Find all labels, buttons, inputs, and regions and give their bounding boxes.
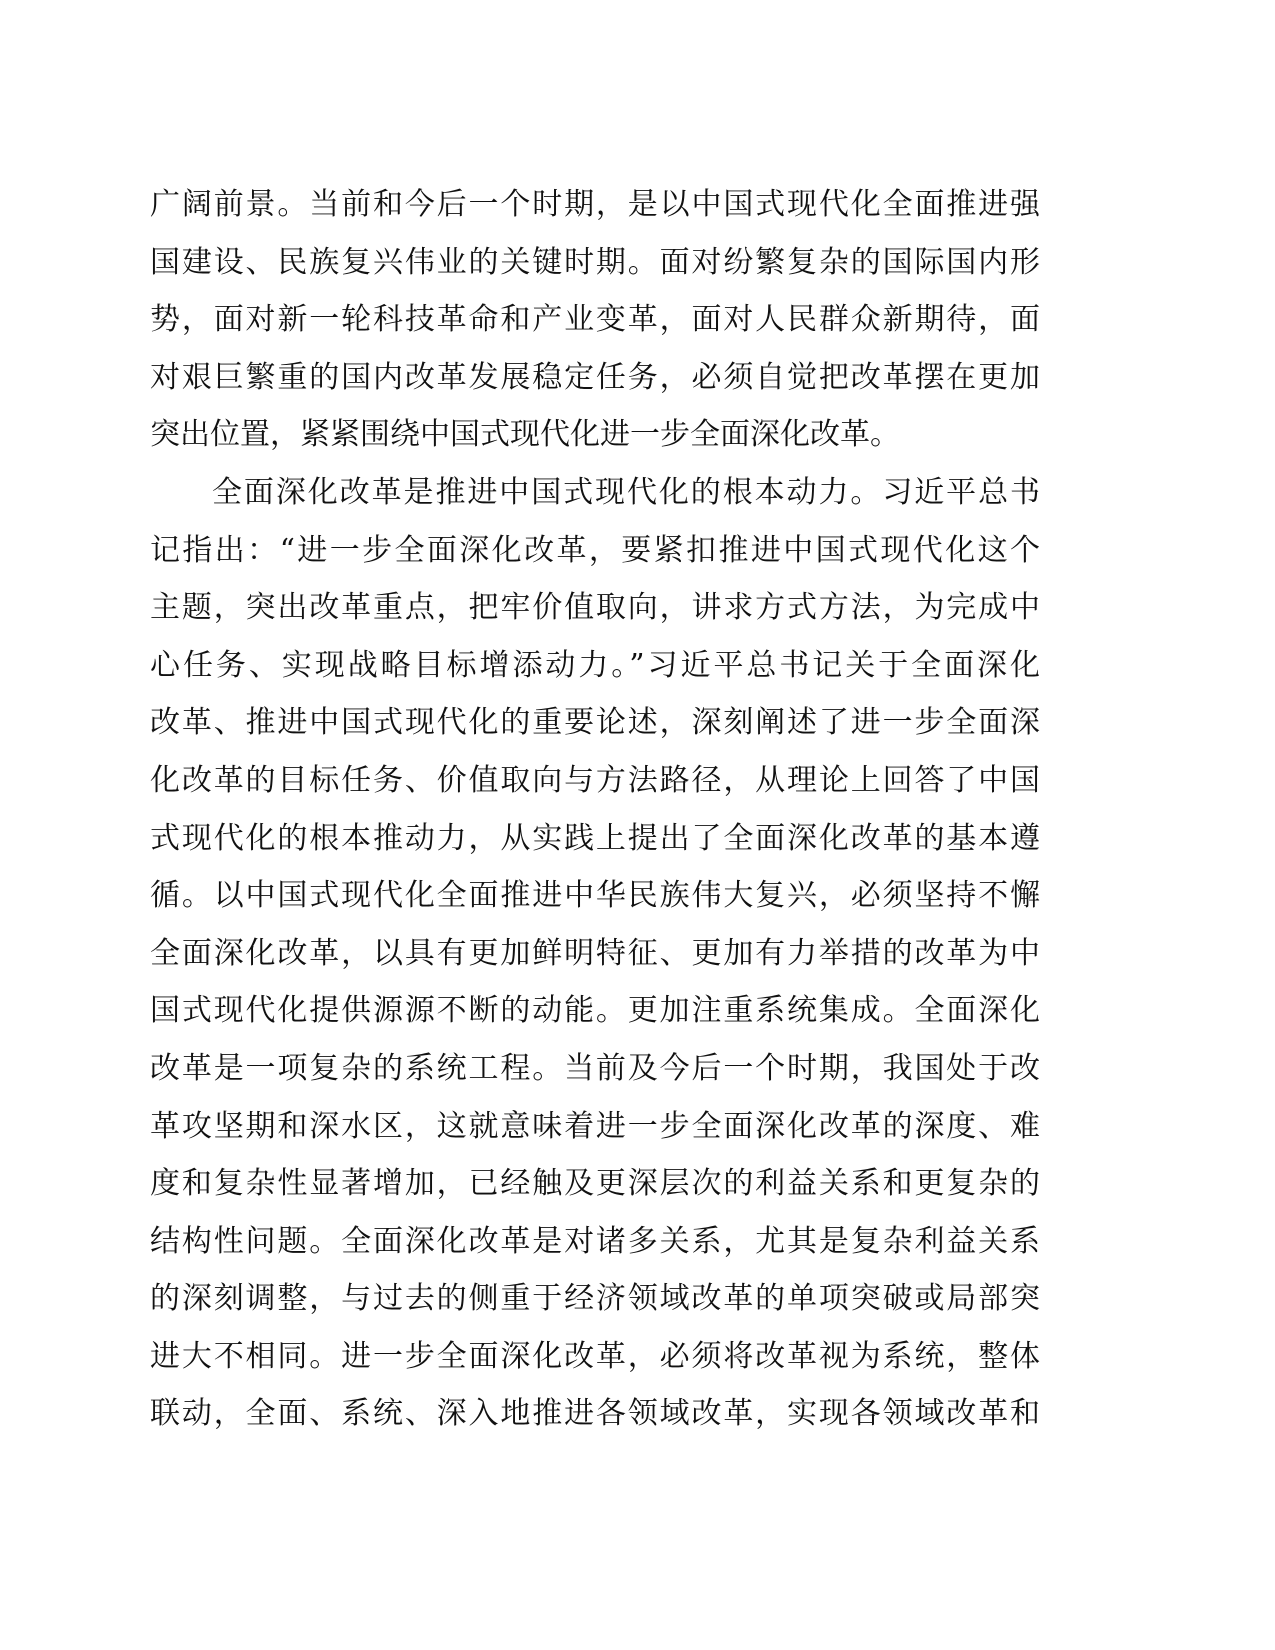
- text-line: 国建设、民族复兴伟业的关键时期。面对纷繁复杂的国际国内形: [150, 244, 1040, 280]
- text-line: 革攻坚期和深水区，这就意味着进一步全面深化改革的深度、难: [150, 1108, 1040, 1144]
- text-line: 对艰巨繁重的国内改革发展稳定任务，必须自觉把改革摆在更加: [150, 359, 1040, 395]
- text-line: 突出位置，紧紧围绕中国式现代化进一步全面深化改革。: [150, 417, 900, 453]
- text-line: 改革、推进中国式现代化的重要论述，深刻阐述了进一步全面深: [150, 705, 1040, 741]
- paragraph-2: [150, 464, 1040, 1443]
- body-text: [150, 176, 1040, 1443]
- text-line: 记指出：“进一步全面深化改革，要紧扣推进中国式现代化这个: [150, 532, 1040, 568]
- text-line: 主题，突出改革重点，把牢价值取向，讲求方式方法，为完成中: [150, 590, 1040, 626]
- text-line: 国式现代化提供源源不断的动能。更加注重系统集成。全面深化: [150, 993, 1040, 1029]
- text-line: 进大不相同。进一步全面深化改革，必须将改革视为系统，整体: [150, 1338, 1040, 1374]
- text-line: 度和复杂性显著增加，已经触及更深层次的利益关系和更复杂的: [150, 1166, 1040, 1202]
- text-line: 全面深化改革，以具有更加鲜明特征、更加有力举措的改革为中: [150, 935, 1040, 971]
- text-line: 结构性问题。全面深化改革是对诸多关系，尤其是复杂利益关系: [150, 1223, 1040, 1259]
- text-line: 心任务、实现战略目标增添动力。”习近平总书记关于全面深化: [150, 647, 1040, 683]
- paragraph-1: [150, 176, 1040, 464]
- text-line: 改革是一项复杂的系统工程。当前及今后一个时期，我国处于改: [150, 1050, 1040, 1086]
- text-line: 的深刻调整，与过去的侧重于经济领域改革的单项突破或局部突: [150, 1281, 1040, 1317]
- text-line: 化改革的目标任务、价值取向与方法路径，从理论上回答了中国: [150, 762, 1040, 798]
- text-line: 式现代化的根本推动力，从实践上提出了全面深化改革的基本遵: [150, 820, 1040, 856]
- text-line: 联动，全面、系统、深入地推进各领域改革，实现各领域改革和: [150, 1396, 1040, 1432]
- text-line: 广阔前景。当前和今后一个时期，是以中国式现代化全面推进强: [150, 187, 1040, 222]
- text-line: 循。以中国式现代化全面推进中华民族伟大复兴，必须坚持不懈: [150, 878, 1040, 914]
- text-line: 全面深化改革是推进中国式现代化的根本动力。习近平总书: [212, 474, 1040, 510]
- text-line: 势，面对新一轮科技革命和产业变革，面对人民群众新期待，面: [150, 302, 1040, 338]
